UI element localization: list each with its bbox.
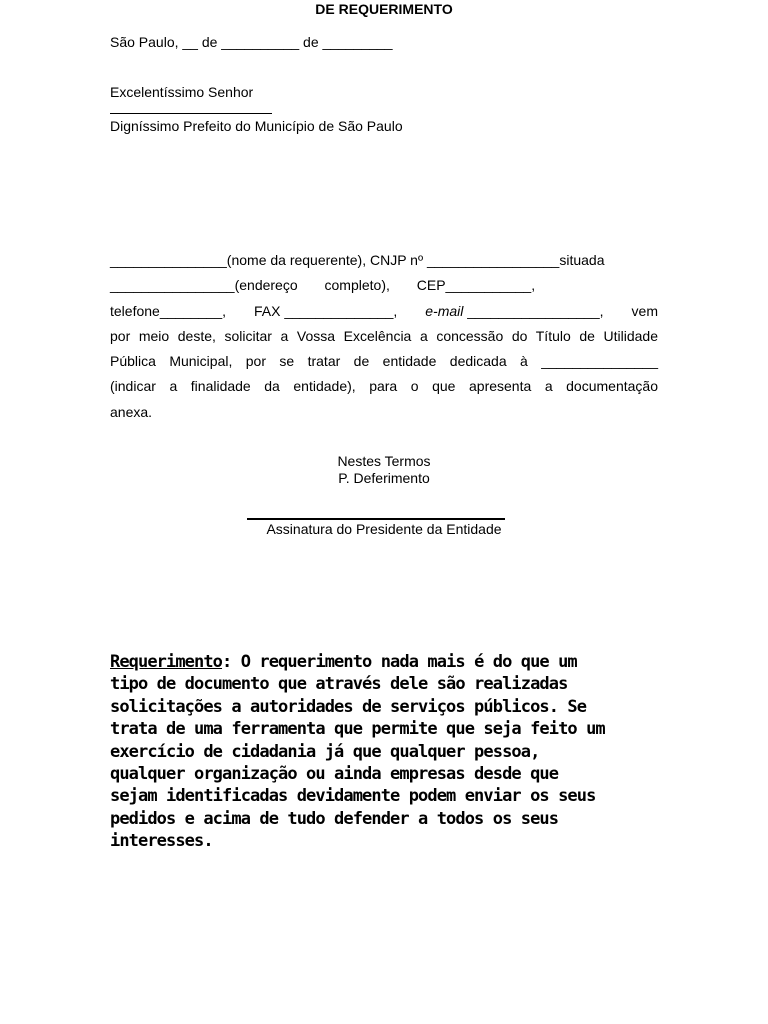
body-line-2-part-2: completo), (324, 277, 390, 294)
closing-line-1: Nestes Termos (337, 453, 431, 469)
body-line-5 (110, 349, 658, 374)
body-line-3-phone: telefone________, (110, 302, 226, 319)
body-line-2-part-3: CEP___________, (416, 277, 536, 294)
body-line-6-text: (indicar a finalidade da entidade), para o que apresenta a documentação (110, 378, 658, 395)
note-line-1 (110, 651, 662, 673)
note-line-3: solicitações a autoridades de serviços públicos. Se (110, 696, 587, 717)
body-line-3-email-blank: _________________, (467, 302, 604, 319)
note-line-6: qualquer organização ou ainda empresas desde que (110, 764, 559, 785)
definition-note (110, 651, 662, 853)
body-line-5-text: Pública Municipal, por se tratar de entidade dedicada à _______________ (110, 353, 658, 370)
addressee-line-1: Excelentíssimo Senhor (110, 84, 254, 100)
body-line-3-fax: FAX ______________, (254, 302, 398, 319)
body-line-4 (110, 324, 658, 349)
body-line-2-part-1: ________________(endereço (110, 277, 298, 294)
note-line-8: pedidos e acima de tudo defender a todos os seus (110, 808, 559, 829)
closing-line-2: P. Deferimento (338, 470, 430, 486)
note-line-4: trata de uma ferramenta que permite que seja feito um (110, 719, 605, 740)
body-line-3-end: vem (631, 302, 658, 319)
document-title: DE REQUERIMENTO (315, 1, 453, 17)
note-term: Requerimento (110, 652, 223, 672)
body-line-3 (110, 299, 658, 324)
body-line-3-email-group (425, 299, 603, 324)
note-line-5: exercício de cidadania já que qualquer pessoa, (110, 741, 540, 762)
note-line-9: interesses. (110, 831, 213, 852)
date-line: São Paulo, __ de __________ de _________ (110, 34, 393, 50)
body-line-4-text: por meio deste, solicitar a Vossa Excelência a concessão do Título de Utilidade (110, 327, 658, 344)
note-line-7: sejam identificadas devidamente podem enviar os seus (110, 786, 596, 807)
request-body (110, 248, 658, 425)
signature-label: Assinatura do Presidente da Entidade (266, 521, 502, 537)
body-line-1 (110, 248, 658, 273)
body-line-3-email-label: e-mail (425, 302, 464, 319)
addressee-signature-rule (110, 113, 272, 114)
addressee-line-2: Digníssimo Prefeito do Município de São Paulo (110, 118, 403, 134)
note-line-2: tipo de documento que através dele são realizadas (110, 674, 568, 695)
body-line-1-text: _______________(nome da requerente), CNJP nº _________________situada (110, 252, 605, 268)
note-line-1-text: : O requerimento nada mais é do que um (222, 652, 577, 672)
body-line-7-text: anexa. (110, 403, 153, 420)
body-line-6 (110, 374, 658, 399)
body-line-2 (110, 273, 658, 298)
body-line-7 (110, 400, 658, 425)
signature-rule (247, 518, 505, 520)
